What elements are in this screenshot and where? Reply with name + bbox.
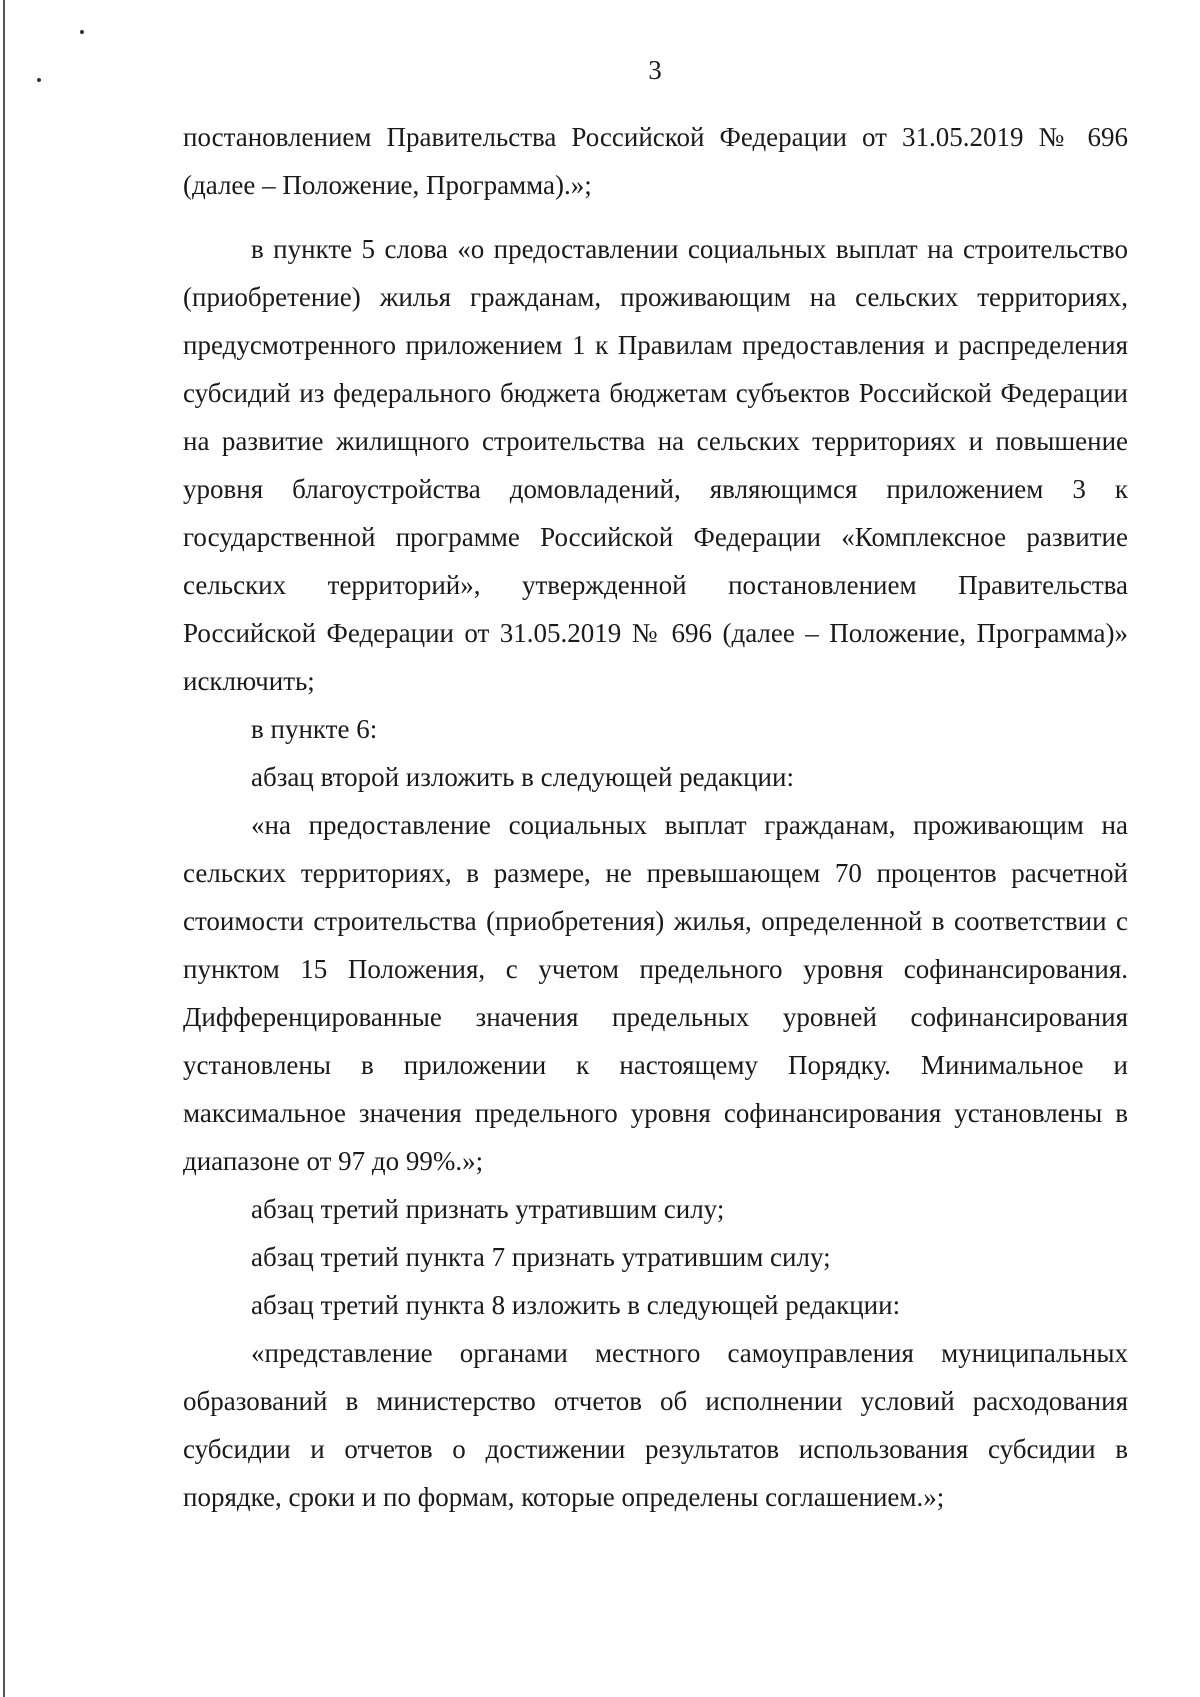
paragraph-continuation: постановлением Правительства Российской Федерации от 31.05.2019 № 696 (далее – Положение, Программа).»;: [183, 122, 1128, 200]
paragraph-quoted-text-reports: «представление органами местного самоуправления муниципальных образований в министерство отчетов об исполнении условий расходования субсидии и отчетов о достижении результатов использования субсидии в порядке, сроки и по формам, которые определены соглашением.»;: [183, 1338, 1128, 1512]
paragraph-quoted-text-social-payments: «на предоставление социальных выплат гражданам, проживающим на сельских территориях, в размере, не превышающем 70 процентов расчетной стоимости строительства (приобретения) жилья, определенной в соответствии с пунктом 15 Положения, с учетом предельного уровня софинансирования. Дифференцированные значения предельных уровней софинансирования установлены в приложении к настоящему Порядку. Минимальное и максимальное значения предельного уровня софинансирования установлены в диапазоне от 97 до 99%.»;: [183, 810, 1128, 1176]
paragraph-third-subparagraph-void: абзац третий признать утратившим силу;: [251, 1194, 725, 1224]
paragraph-clause-7-void: абзац третий пункта 7 признать утратившим силу;: [251, 1242, 831, 1272]
paragraph-clause-6-heading: в пункте 6:: [251, 714, 378, 744]
page-number: 3: [648, 55, 662, 85]
document-body: [183, 113, 1128, 1521]
paragraph-clause-5: в пункте 5 слова «о предоставлении социальных выплат на строительство (приобретение) жилья гражданам, проживающим на сельских территориях, предусмотренного приложением 1 к Правилам предоставления и распределения субсидий из федерального бюджета бюджетам субъектов Российской Федерации на развитие жилищного строительства на сельских территориях и повышение уровня благоустройства домовладений, являющимся приложением 3 к государственной программе Российской Федерации «Комплексное развитие сельских территорий», утвержденной постановлением Правительства Российской Федерации от 31.05.2019 № 696 (далее – Положение, Программа)» исключить;: [183, 234, 1128, 696]
paragraph-clause-8-heading: абзац третий пункта 8 изложить в следующей редакции:: [251, 1290, 901, 1320]
scan-speck: [80, 30, 84, 34]
scan-left-edge-line: [3, 0, 5, 1697]
paragraph-second-subparagraph: абзац второй изложить в следующей редакции:: [251, 762, 794, 792]
